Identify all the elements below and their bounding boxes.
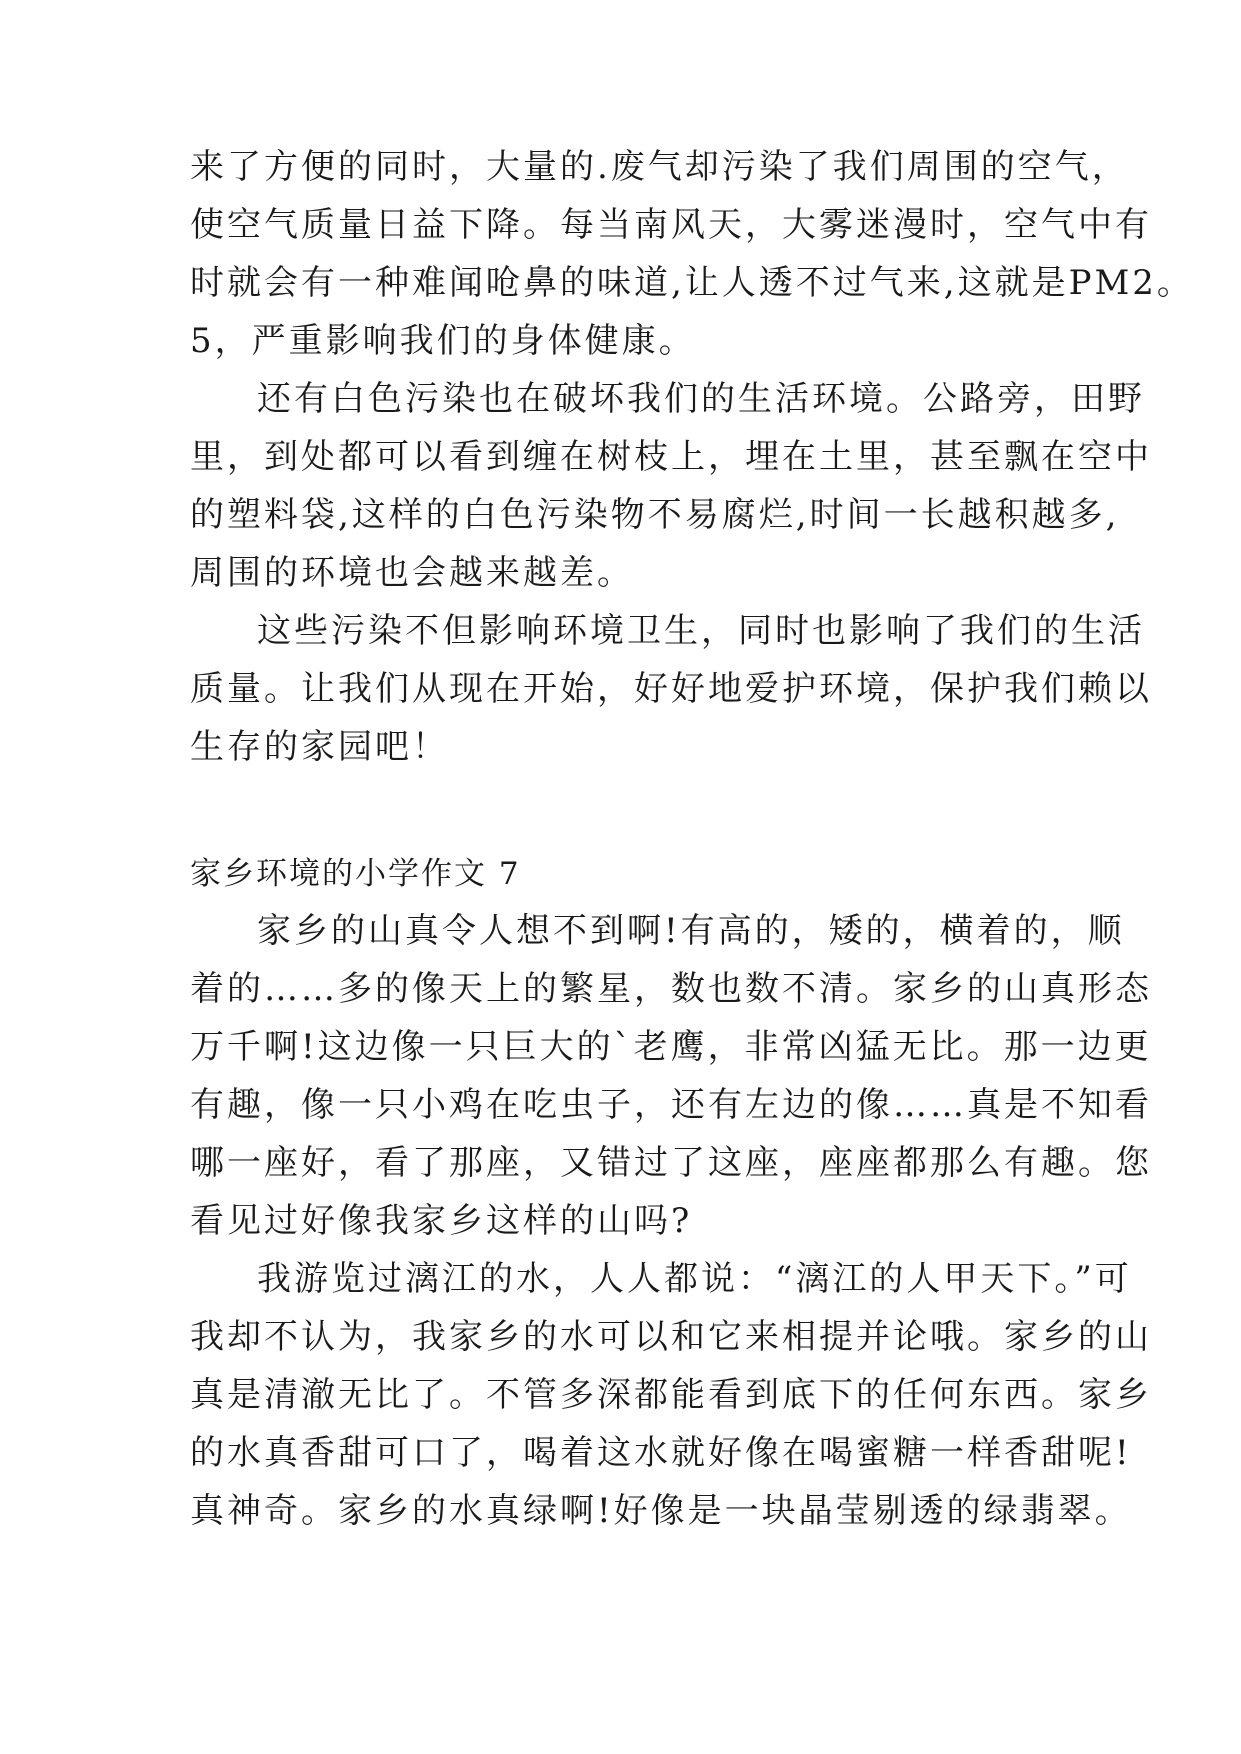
paragraph-line: 使空气质量日益下降。每当南风天，大雾迷漫时，空气中有 <box>190 205 1152 245</box>
section-title: 家乡环境的小学作文 7 <box>190 856 521 892</box>
paragraph-line: 我却不认为，我家乡的水可以和它来相提并论哦。家乡的山 <box>190 1317 1152 1357</box>
paragraph-line: 万千啊!这边像一只巨大的`老鹰，非常凶猛无比。那一边更 <box>190 1027 1152 1067</box>
paragraph-line: 这些污染不但影响环境卫生，同时也影响了我们的生活 <box>257 611 1145 651</box>
paragraph-line: 哪一座好，看了那座，又错过了这座，座座都那么有趣。您 <box>190 1143 1152 1183</box>
paragraph-line: 家乡的山真令人想不到啊!有高的，矮的，横着的，顺 <box>257 911 1125 951</box>
paragraph-line: 我游览过漓江的水，人人都说：“漓江的人甲天下。”可 <box>257 1259 1132 1299</box>
paragraph-line: 时就会有一种难闻呛鼻的味道,让人透不过气来,这就是PM2。 <box>190 263 1194 303</box>
paragraph-line: 5，严重影响我们的身体健康。 <box>190 321 696 361</box>
paragraph-line: 真是清澈无比了。不管多深都能看到底下的任何东西。家乡 <box>190 1375 1152 1415</box>
paragraph-line: 里，到处都可以看到缠在树枝上，埋在土里，甚至飘在空中 <box>190 437 1152 477</box>
paragraph-line: 看见过好像我家乡这样的山吗? <box>190 1201 693 1241</box>
paragraph-line: 周围的环境也会越来越差。 <box>190 553 634 593</box>
paragraph-line: 还有白色污染也在破坏我们的生活环境。公路旁，田野 <box>257 379 1145 419</box>
paragraph-line: 着的……多的像天上的繁星，数也数不清。家乡的山真形态 <box>190 969 1152 1009</box>
paragraph-line: 质量。让我们从现在开始，好好地爱护环境，保护我们赖以 <box>190 669 1152 709</box>
paragraph-line: 来了方便的同时，大量的.废气却污染了我们周围的空气， <box>190 147 1129 187</box>
paragraph-line: 的水真香甜可口了，喝着这水就好像在喝蜜糖一样香甜呢! <box>190 1433 1132 1473</box>
paragraph-line: 有趣，像一只小鸡在吃虫子，还有左边的像……真是不知看 <box>190 1085 1152 1125</box>
paragraph-line: 真神奇。家乡的水真绿啊!好像是一块晶莹剔透的绿翡翠。 <box>190 1491 1132 1531</box>
paragraph-line: 的塑料袋,这样的白色污染物不易腐烂,时间一长越积越多, <box>190 495 1120 535</box>
paragraph-line: 生存的家园吧！ <box>190 727 449 767</box>
